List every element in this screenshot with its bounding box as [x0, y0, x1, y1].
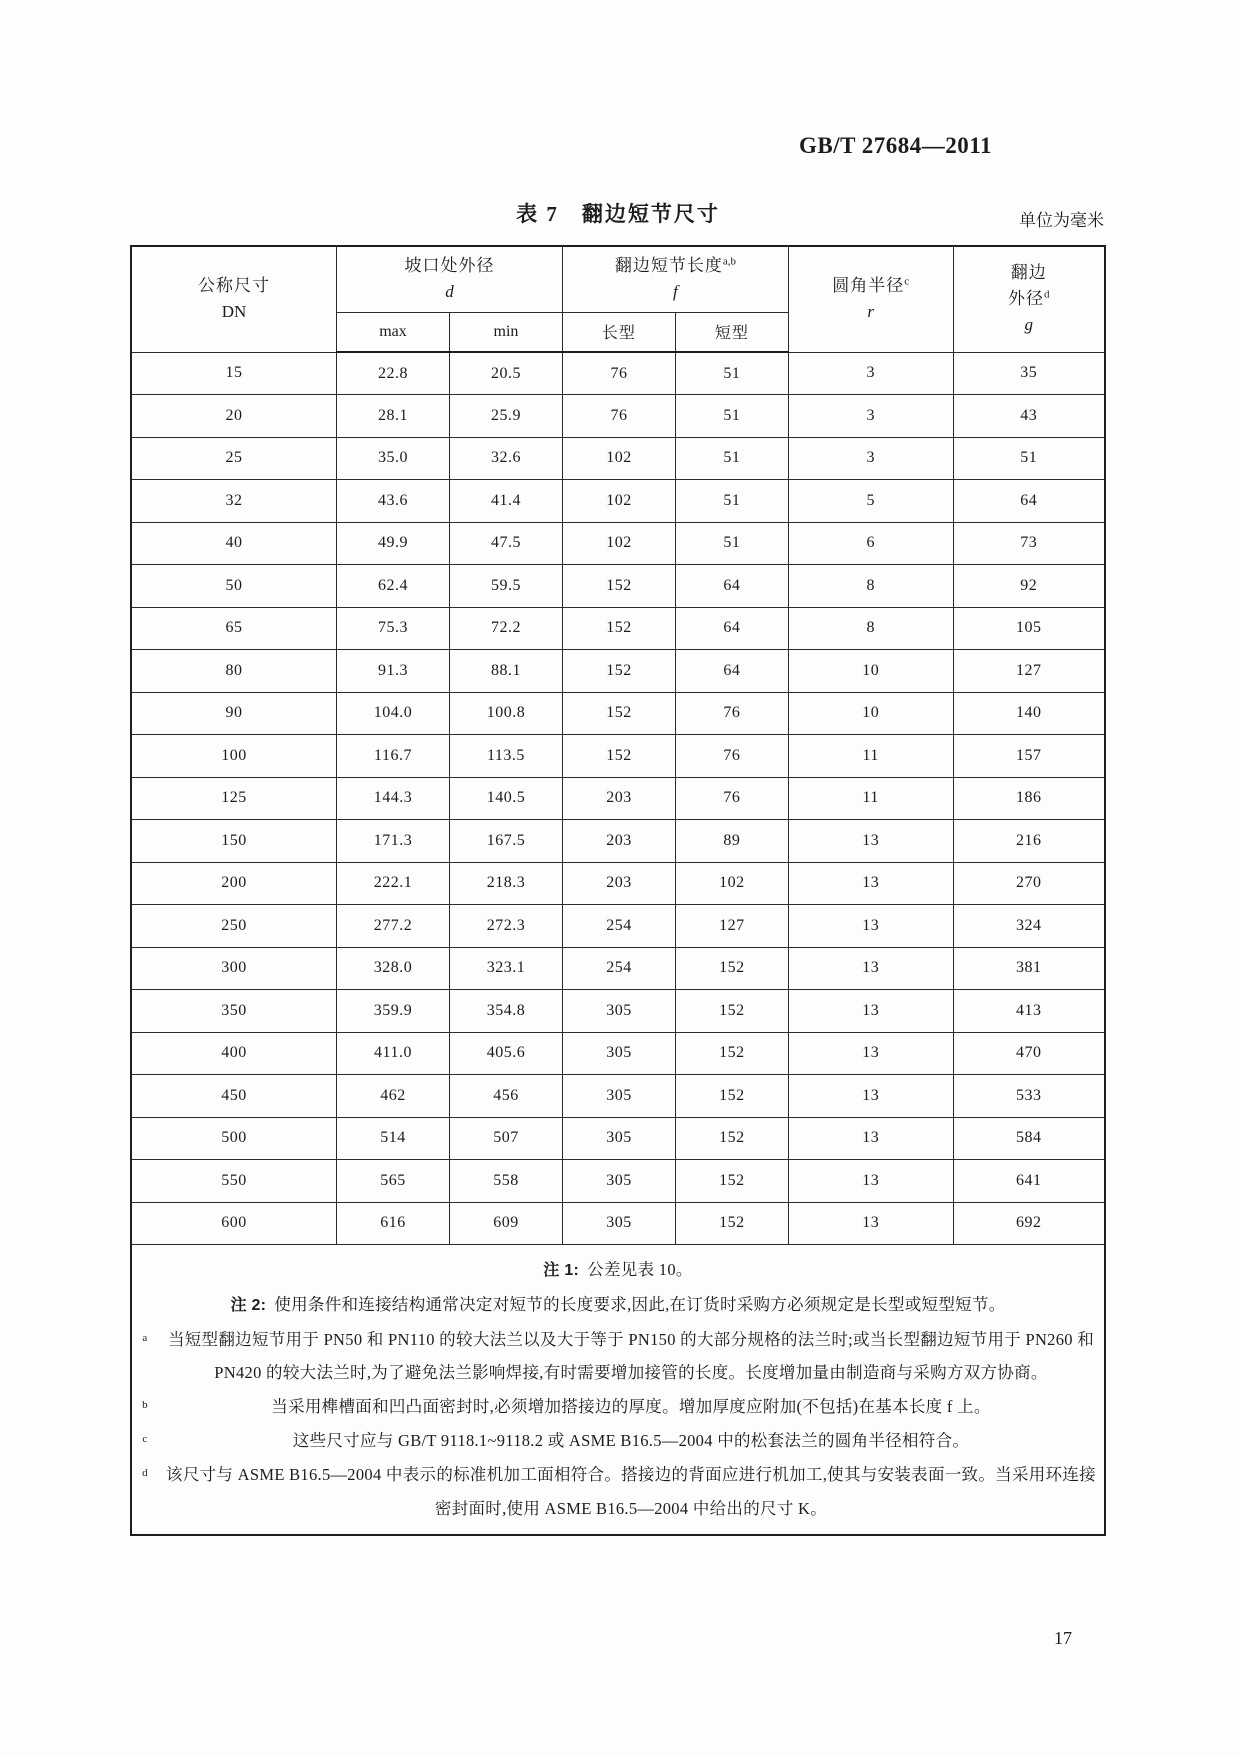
- table-cell: 13: [788, 947, 953, 990]
- table-row: [131, 820, 1105, 863]
- table-cell: 15: [131, 352, 337, 395]
- page-number: 17: [1054, 1628, 1072, 1648]
- table-cell: 13: [788, 820, 953, 863]
- table-cell: 75.3: [337, 607, 450, 650]
- table-cell: 411.0: [337, 1032, 450, 1075]
- table-cell: 105: [953, 607, 1105, 650]
- table-cell: 413: [953, 990, 1105, 1033]
- table-cell: 51: [675, 437, 788, 480]
- table-cell: 514: [337, 1117, 450, 1160]
- table-cell: 200: [131, 862, 337, 905]
- table-row: [131, 1032, 1105, 1075]
- table-cell: 167.5: [449, 820, 562, 863]
- table-cell: 152: [562, 607, 675, 650]
- table-cell: 64: [953, 480, 1105, 523]
- table-cell: 80: [131, 650, 337, 693]
- table-cell: 250: [131, 905, 337, 948]
- header-f: 翻边短节长度$^{a,b}$ f: [562, 246, 788, 312]
- table-cell: 125: [131, 777, 337, 820]
- table-cell: 456: [449, 1075, 562, 1118]
- table-cell: 140.5: [449, 777, 562, 820]
- table-cell: 13: [788, 1117, 953, 1160]
- table-row: [131, 352, 1105, 395]
- table-cell: 104.0: [337, 692, 450, 735]
- table-cell: 641: [953, 1160, 1105, 1203]
- table-cell: 6: [788, 522, 953, 565]
- table-cell: 8: [788, 565, 953, 608]
- header-g: 翻边 外径$^d$ g: [953, 246, 1105, 352]
- header-long-type: 长型: [562, 312, 675, 352]
- table-cell: 277.2: [337, 905, 450, 948]
- table-cell: 140: [953, 692, 1105, 735]
- table-cell: 100: [131, 735, 337, 778]
- table-cell: 692: [953, 1202, 1105, 1245]
- table-cell: 609: [449, 1202, 562, 1245]
- table-cell: 203: [562, 820, 675, 863]
- table-row: [131, 1202, 1105, 1245]
- table-cell: 216: [953, 820, 1105, 863]
- table-footnote: c 这些尺寸应与 GB/T 9118.1~9118.2 或 ASME B16.5—2004 中的松套法兰的圆角半径相符合。: [142, 1431, 970, 1451]
- table-cell: 13: [788, 1202, 953, 1245]
- table-cell: 51: [675, 522, 788, 565]
- table-cell: 152: [675, 1032, 788, 1075]
- table-cell: 381: [953, 947, 1105, 990]
- table-row: [131, 650, 1105, 693]
- table-cell: 35: [953, 352, 1105, 395]
- table-cell: 90: [131, 692, 337, 735]
- table-cell: 558: [449, 1160, 562, 1203]
- table-cell: 102: [562, 480, 675, 523]
- table-cell: 152: [562, 692, 675, 735]
- table-cell: 8: [788, 607, 953, 650]
- table-cell: 91.3: [337, 650, 450, 693]
- table-cell: 47.5: [449, 522, 562, 565]
- table-cell: 113.5: [449, 735, 562, 778]
- table-cell: 305: [562, 1202, 675, 1245]
- header-dn: 公称尺寸 DN: [131, 246, 337, 352]
- table-cell: 25.9: [449, 395, 562, 438]
- table-cell: 76: [675, 735, 788, 778]
- table-cell: 203: [562, 777, 675, 820]
- table-cell: 20.5: [449, 352, 562, 395]
- table-cell: 470: [953, 1032, 1105, 1075]
- table-row: [131, 777, 1105, 820]
- table-cell: 13: [788, 905, 953, 948]
- table-cell: 92: [953, 565, 1105, 608]
- table-row: [131, 395, 1105, 438]
- table-cell: 584: [953, 1117, 1105, 1160]
- table-row: [131, 480, 1105, 523]
- table-cell: 550: [131, 1160, 337, 1203]
- table-row: [131, 862, 1105, 905]
- table-cell: 20: [131, 395, 337, 438]
- table-cell: 203: [562, 862, 675, 905]
- table-cell: 144.3: [337, 777, 450, 820]
- table-row: [131, 692, 1105, 735]
- table-cell: 50: [131, 565, 337, 608]
- table-cell: 28.1: [337, 395, 450, 438]
- table-cell: 76: [675, 777, 788, 820]
- table-row: [131, 905, 1105, 948]
- table-cell: 354.8: [449, 990, 562, 1033]
- table-cell: 500: [131, 1117, 337, 1160]
- table-cell: 65: [131, 607, 337, 650]
- table-cell: 102: [562, 522, 675, 565]
- table-cell: 152: [562, 650, 675, 693]
- table-cell: 102: [562, 437, 675, 480]
- table-cell: 59.5: [449, 565, 562, 608]
- table-cell: 600: [131, 1202, 337, 1245]
- table-cell: 49.9: [337, 522, 450, 565]
- table-cell: 3: [788, 395, 953, 438]
- table-cell: 11: [788, 735, 953, 778]
- table-cell: 89: [675, 820, 788, 863]
- table-cell: 13: [788, 862, 953, 905]
- table-cell: 3: [788, 437, 953, 480]
- table-cell: 328.0: [337, 947, 450, 990]
- table-cell: 43: [953, 395, 1105, 438]
- table-cell: 616: [337, 1202, 450, 1245]
- notes-cell: [131, 1245, 1105, 1535]
- table-cell: 88.1: [449, 650, 562, 693]
- table-cell: 127: [675, 905, 788, 948]
- table-cell: 305: [562, 1160, 675, 1203]
- table-cell: 11: [788, 777, 953, 820]
- table-row: [131, 437, 1105, 480]
- table-cell: 350: [131, 990, 337, 1033]
- table-cell: 35.0: [337, 437, 450, 480]
- table-row: [131, 735, 1105, 778]
- table-header: [131, 246, 1105, 352]
- table-cell: 270: [953, 862, 1105, 905]
- table-cell: 400: [131, 1032, 337, 1075]
- table-cell: 76: [675, 692, 788, 735]
- table-cell: 324: [953, 905, 1105, 948]
- table-cell: 152: [675, 1160, 788, 1203]
- table-footnote: a 当短型翻边短节用于 PN50 和 PN110 的较大法兰以及大于等于 PN150 的大部分规格的法兰时;或当长型翻边短节用于 PN260 和 PN420 的较大法兰时,为了避免法兰影响焊接,有时需要增加接管的长度。长度增加量由制造商与采购方双方协商。: [142, 1329, 1095, 1383]
- table-cell: 62.4: [337, 565, 450, 608]
- unit-label: 单位为毫米: [1019, 211, 1104, 230]
- table-cell: 41.4: [449, 480, 562, 523]
- table-cell: 450: [131, 1075, 337, 1118]
- dimension-table: [130, 245, 1106, 1536]
- table-row: [131, 1075, 1105, 1118]
- table-cell: 507: [449, 1117, 562, 1160]
- table-cell: 102: [675, 862, 788, 905]
- table-cell: 43.6: [337, 480, 450, 523]
- table-row: [131, 1160, 1105, 1203]
- table-cell: 222.1: [337, 862, 450, 905]
- table-cell: 10: [788, 650, 953, 693]
- table-cell: 533: [953, 1075, 1105, 1118]
- table-cell: 565: [337, 1160, 450, 1203]
- table-note: 注 2: 使用条件和连接结构通常决定对短节的长度要求,因此,在订货时采购方必须规定是长型或短型短节。: [230, 1294, 1006, 1314]
- table-row: [131, 990, 1105, 1033]
- table-cell: 186: [953, 777, 1105, 820]
- table-cell: 218.3: [449, 862, 562, 905]
- table-cell: 305: [562, 1075, 675, 1118]
- table-cell: 272.3: [449, 905, 562, 948]
- table-cell: 254: [562, 905, 675, 948]
- table-caption-row: [130, 198, 1106, 232]
- table-cell: 32: [131, 480, 337, 523]
- table-row: [131, 1117, 1105, 1160]
- table-footnote: b 当采用榫槽面和凹凸面密封时,必须增加搭接边的厚度。增加厚度应附加(不包括)在基本长度 f 上。: [142, 1397, 991, 1417]
- table-cell: 51: [675, 395, 788, 438]
- table-row: [131, 607, 1105, 650]
- table-cell: 127: [953, 650, 1105, 693]
- table-cell: 300: [131, 947, 337, 990]
- table-cell: 152: [675, 1202, 788, 1245]
- header-r: 圆角半径$^c$ r: [788, 246, 953, 352]
- table-cell: 51: [675, 352, 788, 395]
- table-cell: 13: [788, 1160, 953, 1203]
- table-cell: 64: [675, 607, 788, 650]
- table-cell: 64: [675, 650, 788, 693]
- table-cell: 25: [131, 437, 337, 480]
- table-cell: 152: [675, 1117, 788, 1160]
- table-cell: 305: [562, 1032, 675, 1075]
- table-row: [131, 522, 1105, 565]
- table-cell: 171.3: [337, 820, 450, 863]
- table-cell: 76: [562, 395, 675, 438]
- table-cell: 13: [788, 1032, 953, 1075]
- table-cell: 152: [562, 735, 675, 778]
- header-d: 坡口处外径 d: [337, 246, 563, 312]
- table-cell: 150: [131, 820, 337, 863]
- header-min: min: [449, 312, 562, 352]
- table-note: 注 1: 公差见表 10。: [543, 1260, 693, 1280]
- table-cell: 51: [675, 480, 788, 523]
- table-cell: 13: [788, 1075, 953, 1118]
- table-cell: 152: [675, 990, 788, 1033]
- table-cell: 40: [131, 522, 337, 565]
- table-cell: 100.8: [449, 692, 562, 735]
- table-row: [131, 565, 1105, 608]
- table-cell: 13: [788, 990, 953, 1033]
- table-cell: 116.7: [337, 735, 450, 778]
- table-cell: 72.2: [449, 607, 562, 650]
- table-cell: 305: [562, 990, 675, 1033]
- table-cell: 359.9: [337, 990, 450, 1033]
- table-cell: 73: [953, 522, 1105, 565]
- table-row: [131, 947, 1105, 990]
- table-title: 表 7 翻边短节尺寸: [516, 202, 720, 226]
- standard-number: GB/T 27684—2011: [798, 133, 992, 158]
- table-cell: 10: [788, 692, 953, 735]
- table-cell: 462: [337, 1075, 450, 1118]
- header-max: max: [337, 312, 450, 352]
- table-cell: 32.6: [449, 437, 562, 480]
- table-cell: 323.1: [449, 947, 562, 990]
- header-short-type: 短型: [675, 312, 788, 352]
- table-cell: 254: [562, 947, 675, 990]
- table-cell: 22.8: [337, 352, 450, 395]
- table-footnote: d 该尺寸与 ASME B16.5—2004 中表示的标准机加工面相符合。搭接边的背面应进行机加工,使其与安装表面一致。当采用环连接密封面时,使用 ASME B16.5—2004 中给出的尺寸 K。: [142, 1464, 1096, 1518]
- table-cell: 152: [675, 1075, 788, 1118]
- table-cell: 305: [562, 1117, 675, 1160]
- table-cell: 152: [675, 947, 788, 990]
- table-cell: 405.6: [449, 1032, 562, 1075]
- table-cell: 152: [562, 565, 675, 608]
- table-cell: 5: [788, 480, 953, 523]
- table-cell: 51: [953, 437, 1105, 480]
- table-body: [131, 352, 1105, 1245]
- table-cell: 76: [562, 352, 675, 395]
- table-cell: 3: [788, 352, 953, 395]
- table-cell: 157: [953, 735, 1105, 778]
- table-cell: 64: [675, 565, 788, 608]
